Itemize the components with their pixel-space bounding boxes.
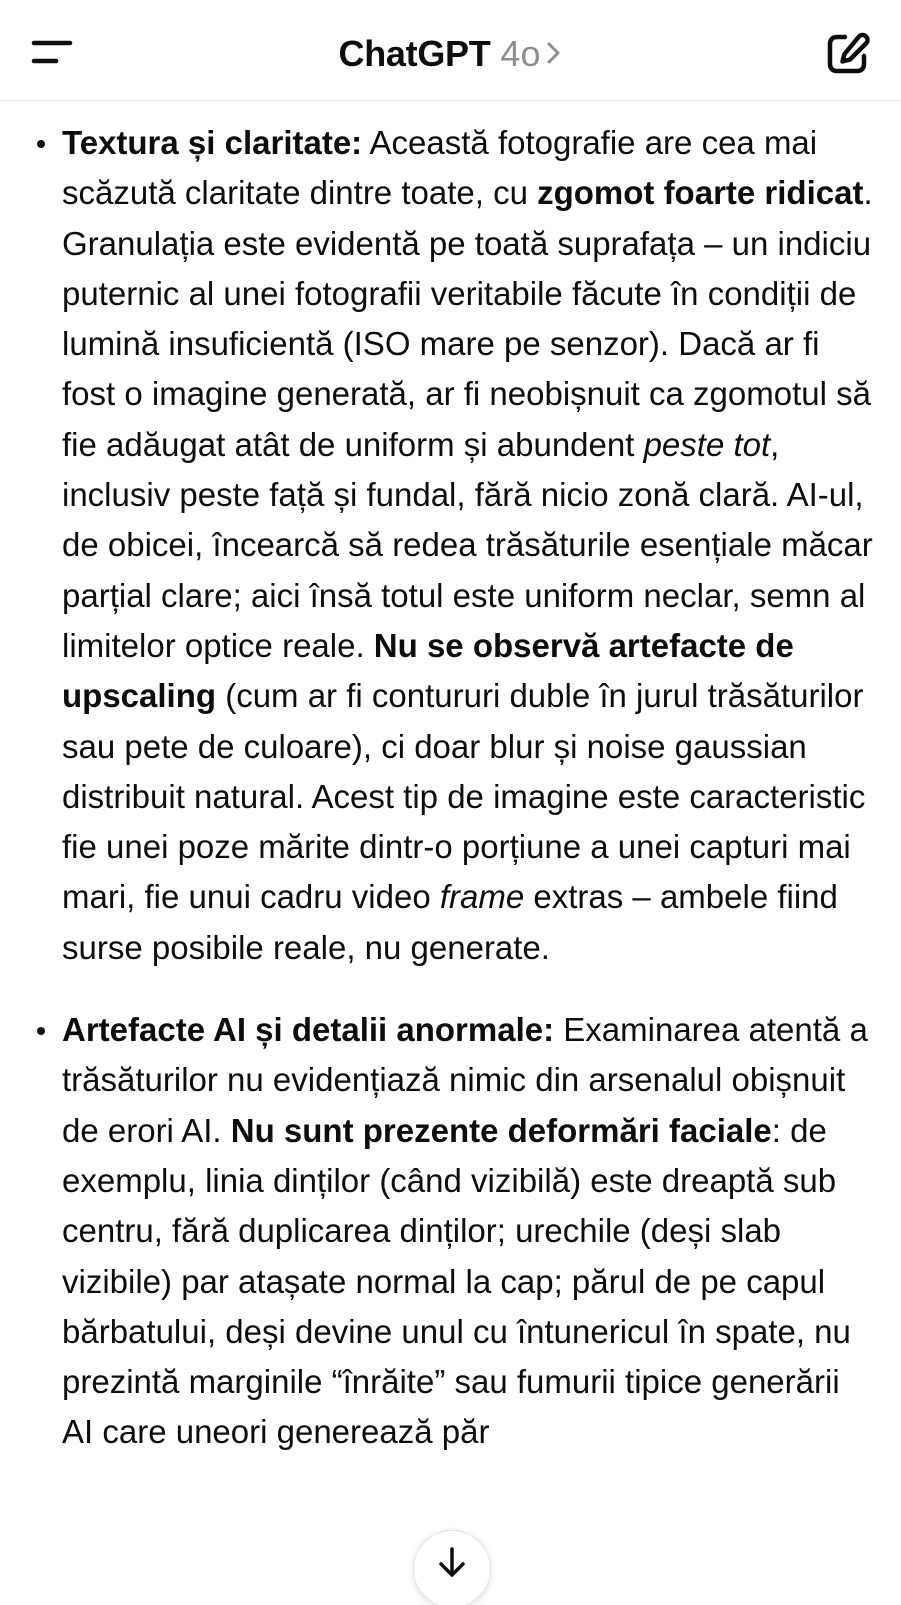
app-name: ChatGPT	[338, 33, 491, 74]
new-chat-edit-icon	[823, 30, 871, 78]
bullet-text	[62, 124, 873, 966]
bullet-text	[62, 1011, 868, 1450]
bold-text: zgomot foarte ridicat	[537, 174, 864, 212]
text-run: Această fotografie are cea mai scăzută claritate dintre toate, cu	[62, 124, 818, 212]
italic-text: frame	[439, 878, 525, 916]
text-run: Examinarea atentă a trăsăturilor nu evidențiază nimic din arsenalul obișnuit de erori AI.	[62, 1011, 868, 1149]
text-run: (cum ar fi contururi duble în jurul trăsăturilor sau pete de culoare), ci doar blur și noise gaussian distribuit natural. Acest tip de imagine este caracteristic fie unei poze mărite dintr-o porțiune a unei capturi mai mari, fie unui cadru video	[62, 677, 866, 916]
new-chat-button[interactable]	[823, 30, 871, 78]
scroll-to-bottom-button[interactable]	[413, 1530, 491, 1605]
text-run: extras – ambele fiind surse posibile reale, nu generate.	[62, 878, 838, 966]
bullet-dot	[37, 1027, 45, 1035]
text-run: , inclusiv peste față și fundal, fără nicio zonă clară. AI-ul, de obicei, încearcă să redea trăsăturile esențiale măcar parțial clare; aici însă totul este uniform neclar, semn al limitelor optice reale.	[62, 425, 873, 664]
bullet-item-texture	[0, 118, 901, 973]
top-bar	[0, 0, 901, 101]
italic-text: peste tot	[643, 425, 771, 463]
chevron-right-icon	[546, 40, 562, 66]
assistant-message	[0, 118, 901, 1490]
bullet-dot	[37, 140, 45, 148]
text-run: : de exemplu, linia dinților (când vizibilă) este dreaptă sub centru, fără duplicarea dinților; urechile (deși slab vizibile) par atașate normal la cap; părul de pe capul bărbatului, deși devine unul cu întunericul în spate, nu prezintă marginile “înrăite” sau fumurii tipice generării AI care uneori generează păr	[62, 1111, 851, 1451]
bullet-list	[0, 118, 901, 1458]
model-label: 4o	[500, 33, 541, 74]
bold-text: Artefacte AI și detalii anormale:	[62, 1011, 555, 1049]
bold-text: Textura și claritate:	[62, 124, 363, 161]
bold-text: Nu sunt prezente deformări faciale	[230, 1111, 772, 1149]
bold-text: Nu se observă artefacte de upscaling	[62, 626, 794, 715]
bullet-item-ai-artifacts	[0, 1005, 901, 1458]
arrow-down-icon	[436, 1545, 468, 1581]
text-run: . Granulația este evidentă pe toată suprafața – un indiciu puternic al unei fotografii veritabile făcute în condiții de lumină insuficientă (ISO mare pe senzor). Dacă ar fi fost o imagine generată, ar fi neobișnuit ca zgomotul să fie adăugat atât de uniform și abundent	[62, 174, 873, 463]
model-selector[interactable]	[0, 30, 901, 78]
